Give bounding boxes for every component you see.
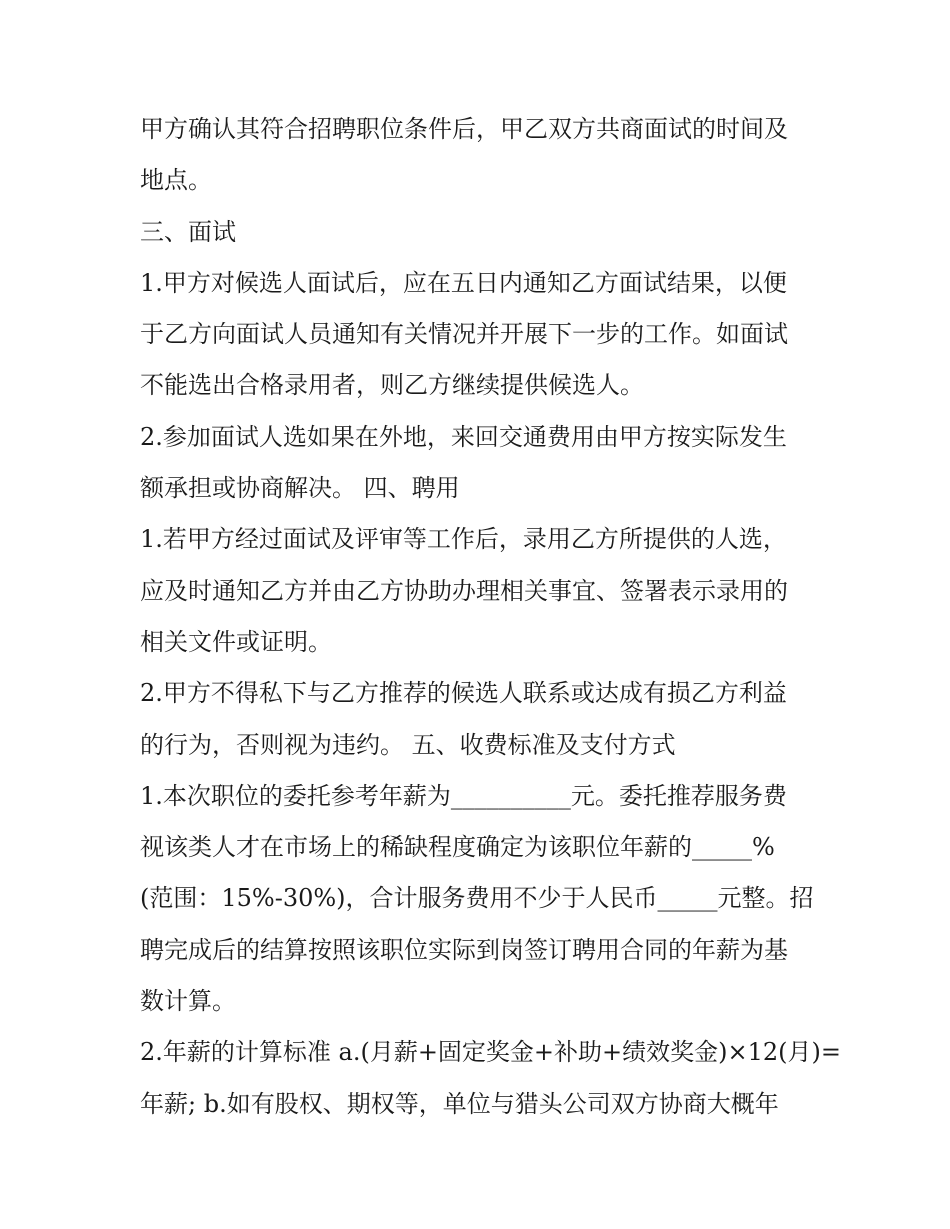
text-line: 2.甲方不得私下与乙方推荐的候选人联系或达成有损乙方利益 bbox=[140, 679, 787, 708]
text-line: 于乙方向面试人员通知有关情况并开展下一步的工作。如面试 bbox=[140, 320, 788, 349]
text-line: 甲方确认其符合招聘职位条件后，甲乙双方共商面试的时间及 bbox=[140, 115, 788, 143]
contract-text bbox=[140, 104, 842, 1130]
text-line: (范围：15%-30%)，合计服务费用不少于人民币_____元整。招 bbox=[140, 884, 814, 913]
text-line: 的行为，否则视为违约。 五、收费标准及支付方式 bbox=[140, 730, 676, 759]
text-line: 相关文件或证明。 bbox=[140, 627, 332, 656]
text-line: 应及时通知乙方并由乙方协助办理相关事宜、签署表示录用的 bbox=[140, 576, 788, 605]
text-line: 1.甲方对候选人面试后，应在五日内通知乙方面试结果，以便 bbox=[140, 268, 787, 297]
section-heading-interview: 三、面试 bbox=[140, 217, 236, 246]
text-line: 地点。 bbox=[140, 166, 212, 195]
text-line: 视该类人才在市场上的稀缺程度确定为该职位年薪的_____% bbox=[140, 833, 775, 862]
text-line: 2.参加面试人选如果在外地，来回交通费用由甲方按实际发生 bbox=[140, 422, 787, 451]
text-line: 年薪; b.如有股权、期权等，单位与猎头公司双方协商大概年 bbox=[140, 1089, 779, 1118]
text-line: 聘完成后的结算按照该职位实际到岗签订聘用合同的年薪为基 bbox=[140, 935, 788, 964]
text-line: 额承担或协商解决。 四、聘用 bbox=[140, 474, 460, 503]
text-line: 不能选出合格录用者，则乙方继续提供候选人。 bbox=[140, 371, 644, 400]
text-line: 1.若甲方经过面试及评审等工作后，录用乙方所提供的人选， bbox=[140, 525, 787, 554]
text-line: 2.年薪的计算标准 a.(月薪+固定奖金+补助+绩效奖金)×12(月)= bbox=[140, 1038, 842, 1067]
text-line: 数计算。 bbox=[140, 987, 236, 1016]
text-line: 1.本次职位的委托参考年薪为__________元。委托推荐服务费 bbox=[140, 781, 787, 810]
